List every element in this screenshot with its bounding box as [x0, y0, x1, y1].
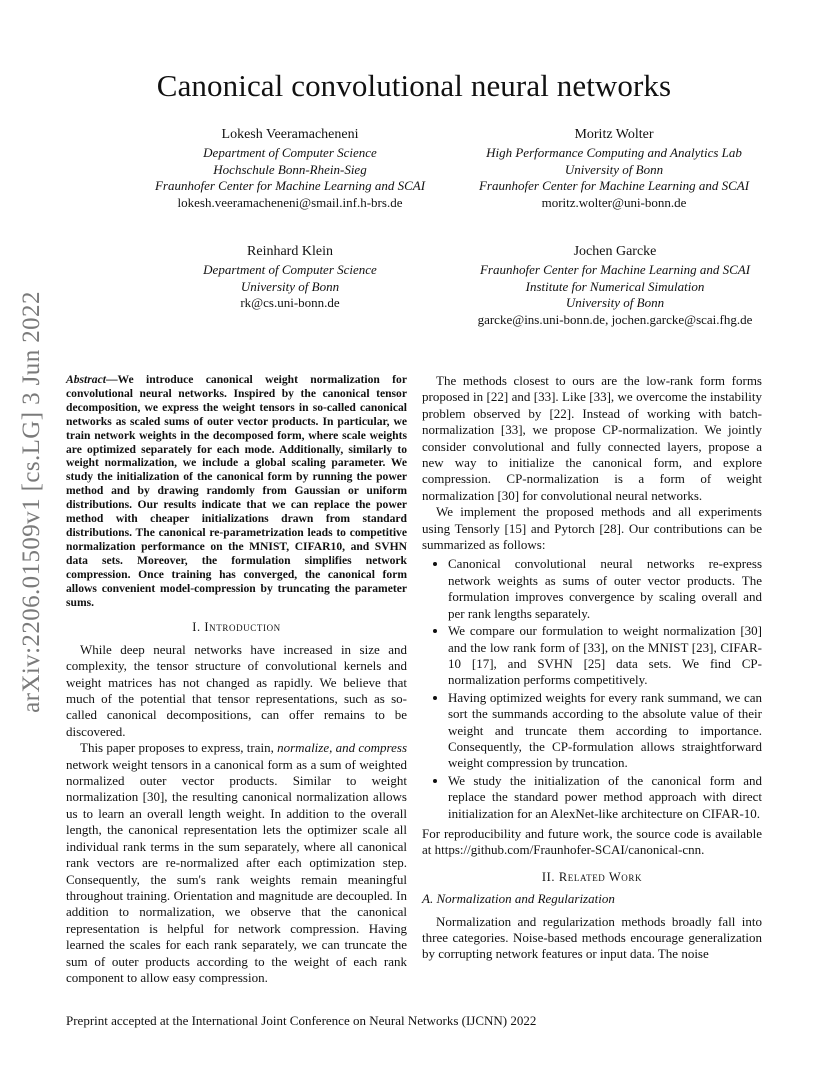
intro-paragraph-2-body: network weight tensors in a canonical form as a sum of weighted normalized outer vector products. Similar to weight normalization [30], the resulting canonical normalization allows us to learn an overall length weight. In addition to the overall length, the canonical representation lets the optimizer scale all individual rank terms in the sum separately, where all canonical rank vectors are re-normalized after each optimization step. Consequently, the sum's rank weights remain meaningful throughout training. Orientation and magnitude are decoupled. In addition to normalization, we observe that the canonical representation is helpful for network compression. Having learned the scales for each rank separately, we can truncate the sum of outer products according to the weight of each rank component to allow easy compression. [66, 756, 407, 985]
intro-paragraph-2 [66, 740, 407, 986]
arxiv-side-label [10, 292, 54, 712]
abstract-text: —We introduce canonical weight normalization for convolutional neural networks. Inspired by the canonical tensor decomposition, we express the weight tensors in so-called canonical networks as scaled sums of outer vector products. In particular, we train network weights in the decomposed form, where scale weights are optimized separately for each mode. Additionally, similarly to weight normalization, we include a global scaling parameter. We study the initialization of the canonical form by running the power method and by drawing randomly from Gaussian or uniform distributions. Our results indicate that we can replace the power method with cheaper initializations drawn from standard distributions. The canonical re-parametrization leads to competitive normalization performance on the MNIST, CIFAR10, and SVHN data sets. Moreover, the formulation simplifies network compression. Once training has converged, the canonical form allows convenient model-compression by truncating the parameter sums. [66, 373, 407, 609]
section-heading-introduction: I. Introduction [192, 620, 281, 635]
author-affiliation: University of Bonn [564, 161, 664, 177]
author-block-3 [110, 243, 470, 312]
author-affiliation: High Performance Computing and Analytics Lab [486, 145, 742, 160]
author-affiliation: Hochschule Bonn-Rhein-Sieg [213, 161, 367, 177]
paper-title: Canonical convolutional neural networks [156, 68, 672, 103]
author-email: rk@cs.uni-bonn.de [240, 295, 340, 311]
right-column [422, 373, 762, 963]
intro-paragraph-1: While deep neural networks have increased in size and complexity, the tensor structure of convolutional kernels and weight matrices has not changed as rapidly. We believe that much of the potential that tensor representations, such as so-called canonical decompositions, can offer remains to be discovered. [66, 641, 407, 739]
author-name: Reinhard Klein [247, 244, 333, 259]
left-column [66, 373, 407, 986]
contributions-intro: We implement the proposed methods and all experiments using Tensorly [15] and Pytorch [28]. Our contributions can be summarized as follows: [422, 504, 762, 553]
author-affiliation: Department of Computer Science [203, 145, 377, 160]
author-name: Jochen Garcke [573, 244, 657, 259]
section-heading-related-work: II. Related Work [541, 869, 643, 884]
subsection-heading: A. Normalization and Regularization [422, 891, 615, 907]
author-name: Moritz Wolter [574, 127, 654, 142]
author-affiliation: Department of Computer Science [203, 262, 377, 277]
preprint-footnote: Preprint accepted at the International Joint Conference on Neural Networks (IJCNN) 2022 [66, 1013, 537, 1028]
normalization-paragraph: Normalization and regularization methods broadly fall into three categories. Noise-based methods encourage generalization by corrupting network features or input data. The noise [422, 913, 762, 962]
author-email: lokesh.veeramacheneni@smail.inf.h-brs.de [177, 194, 403, 210]
arxiv-identifier: arXiv:2206.01509v1 [cs.LG] 3 Jun 2022 [18, 291, 45, 713]
author-block-2 [434, 126, 794, 211]
related-paragraph: The methods closest to ours are the low-rank form forms proposed in [22] and [33]. Like [33], we overcome the instability problem observed by [22]. Instead of working with batch-normalization [33], we propose CP-normalization. We jointly consider convolutional and fully connected layers, propose a new way to initialize the canonical form, and explore compression. CP-normalization is a form of weight normalization [30] for convolutional neural networks. [422, 373, 762, 503]
author-name: Lokesh Veeramacheneni [221, 127, 359, 142]
author-affiliation: Fraunhofer Center for Machine Learning and SCAI [154, 178, 426, 194]
reproducibility-paragraph: For reproducibility and future work, the source code is available at https://github.com/Fraunhofer-SCAI/canonical-cnn. [422, 825, 762, 858]
contributions-list [422, 556, 762, 822]
author-affiliation: Institute for Numerical Simulation [525, 278, 705, 294]
intro-paragraph-2-lead: This paper proposes to express, train, [80, 740, 278, 756]
author-affiliation: University of Bonn [565, 295, 665, 311]
author-block-1 [110, 126, 470, 211]
author-affiliation: University of Bonn [240, 278, 340, 294]
list-item: • Having optimized weights for every rank summand, we can sort the summands according to the absolute value of their weight and truncate them according to importance. Consequently, the CP-formulation allows straightforward weight compression by truncation. [448, 690, 762, 772]
author-email: moritz.wolter@uni-bonn.de [541, 194, 687, 210]
abstract [66, 373, 407, 609]
abstract-lead: Abstract [66, 373, 106, 386]
author-affiliation: Fraunhofer Center for Machine Learning and SCAI [479, 262, 751, 277]
intro-paragraph-2-emphasis: normalize, and compress [277, 740, 407, 756]
author-affiliation: Fraunhofer Center for Machine Learning and SCAI [478, 178, 750, 194]
author-email: garcke@ins.uni-bonn.de, jochen.garcke@scai.fhg.de [477, 311, 753, 327]
list-item: • We compare our formulation to weight normalization [30] and the low rank form of [33], on the MNIST [23], CIFAR-10 [17], and SVHN [25] data sets. We find CP-normalization performs competitively. [448, 623, 762, 689]
list-item: • Canonical convolutional neural networks re-express network weights as sums of outer vector products. The formulation improves convergence by scaling overall and per rank lengths separately. [448, 556, 762, 622]
list-item: • We study the initialization of the canonical form and replace the standard power method approach with direct initialization for an AlexNet-like architecture on CIFAR-10. [448, 773, 762, 822]
author-block-4 [420, 243, 810, 328]
